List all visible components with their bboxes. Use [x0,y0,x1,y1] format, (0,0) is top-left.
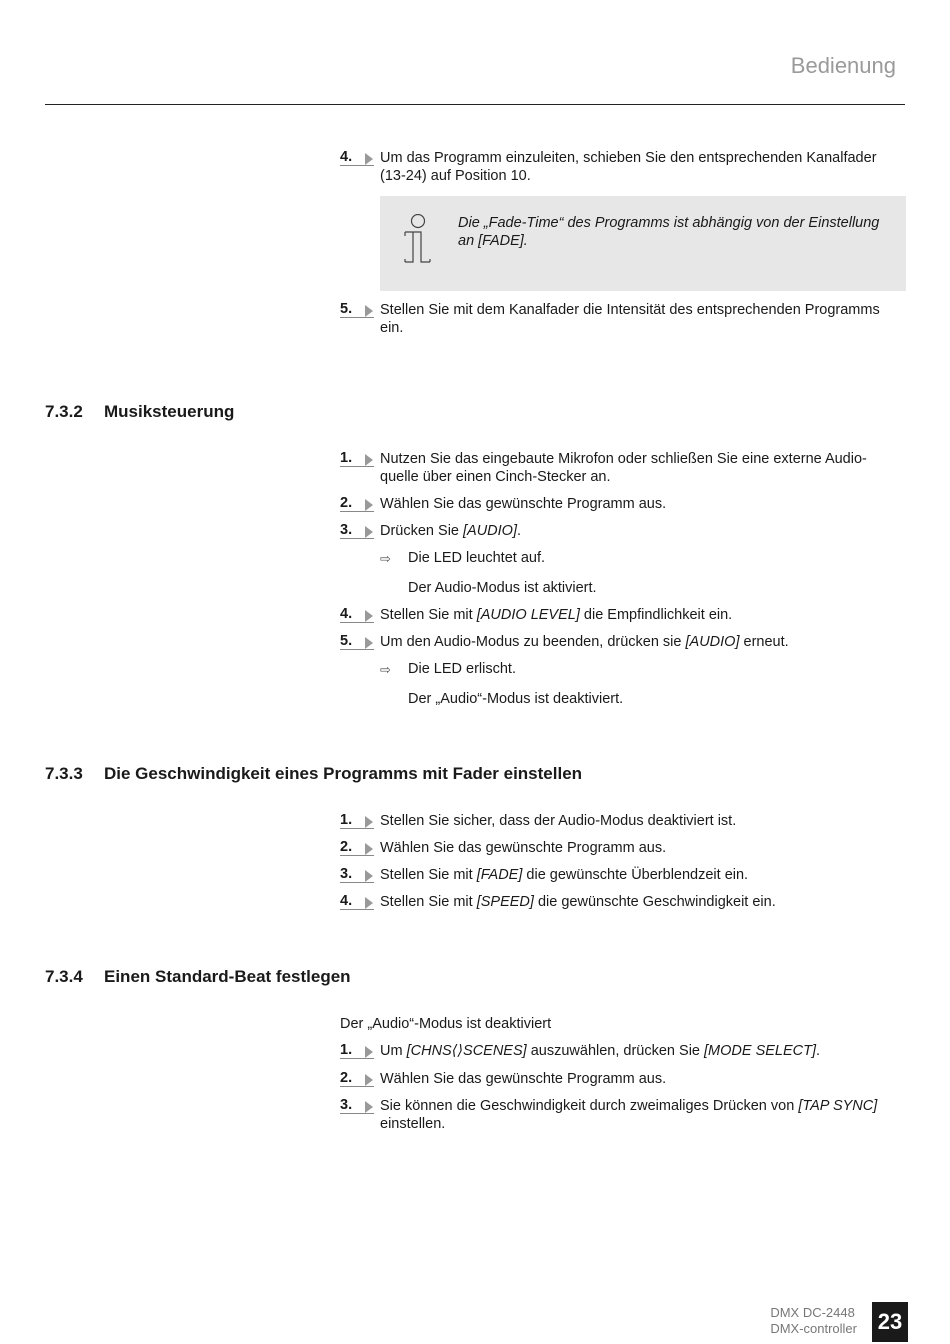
step-5 [340,301,900,337]
step-2 [340,839,900,857]
section-heading-7-3-2 [45,401,234,423]
section-number: 7.3.4 [45,967,83,986]
step-arrow-icon [365,897,373,909]
step-number: 3. [340,1097,374,1114]
step-text: Um das Programm einzuleiten, schieben Sie den entsprechenden Kanalfader (13-24) auf Position 10. [380,150,877,184]
result-arrow-icon: ⇨ [380,662,391,677]
step-4 [340,149,900,185]
step-arrow-icon [365,870,373,882]
precondition-text: Der „Audio“-Modus ist deaktiviert [340,1016,552,1032]
step-5 [340,633,900,651]
step-arrow-icon [365,305,373,317]
step-arrow-icon [365,816,373,828]
step-arrow-icon [365,1074,373,1086]
info-box [380,196,906,291]
step-1 [340,450,900,486]
page-number: 23 [872,1302,908,1342]
step-arrow-icon [365,1046,373,1058]
page-section-title: Bedienung [790,53,896,78]
step-number: 2. [340,495,374,512]
section-title: Musiksteuerung [104,402,235,421]
step-number: 1. [340,1042,374,1059]
step-text: Sie können die Geschwindigkeit durch zweimaliges Drücken von [TAP SYNC] einstellen. [380,1098,878,1132]
section-heading-7-3-3 [45,763,582,785]
step-4 [340,893,900,911]
step-1 [340,1042,900,1060]
info-icon [402,214,434,266]
step-result-note [380,579,900,597]
footer-device-type: DMX-controller [770,1321,857,1336]
footer-model-name: DMX DC-2448 [770,1305,855,1320]
info-text: Die „Fade-Time“ des Programms ist abhängig von der Einstellung an [FADE]. [458,215,880,249]
section-title: Die Geschwindigkeit eines Programms mit Fader einstellen [104,764,583,783]
result-text: Der „Audio“-Modus ist deaktiviert. [408,691,624,707]
step-text: Um den Audio-Modus zu beenden, drücken sie [AUDIO] erneut. [380,634,789,650]
step-arrow-icon [365,637,373,649]
step-text: Um [CHNS⟨⟩SCENES] auszuwählen, drücken Sie [MODE SELECT]. [380,1043,821,1059]
step-number: 5. [340,633,374,650]
step-result-note [380,690,900,708]
step-text: Nutzen Sie das eingebaute Mikrofon oder schließen Sie eine externe Audio-quelle über einen Cinch-Stecker an. [380,451,867,485]
step-number: 5. [340,301,374,318]
step-number: 3. [340,866,374,883]
step-1 [340,812,900,830]
step-arrow-icon [365,499,373,511]
step-result [380,549,900,567]
step-text: Wählen Sie das gewünschte Programm aus. [380,840,667,856]
step-2 [340,495,900,513]
step-number: 2. [340,1070,374,1087]
step-arrow-icon [365,526,373,538]
step-number: 1. [340,450,374,467]
step-4 [340,606,900,624]
header-divider [45,104,905,105]
step-number: 4. [340,606,374,623]
section-title: Einen Standard-Beat festlegen [104,967,351,986]
step-text: Drücken Sie [AUDIO]. [380,523,522,539]
section-number: 7.3.2 [45,402,83,421]
step-text: Wählen Sie das gewünschte Programm aus. [380,496,667,512]
section-heading-7-3-4 [45,966,351,988]
result-text: Die LED leuchtet auf. [408,550,546,566]
section-number: 7.3.3 [45,764,83,783]
step-number: 1. [340,812,374,829]
step-text: Stellen Sie sicher, dass der Audio-Modus deaktiviert ist. [380,813,737,829]
step-3 [340,1097,900,1133]
step-arrow-icon [365,843,373,855]
result-text: Der Audio-Modus ist aktiviert. [408,580,597,596]
step-arrow-icon [365,610,373,622]
step-number: 2. [340,839,374,856]
step-3 [340,866,900,884]
step-number: 3. [340,522,374,539]
step-number: 4. [340,893,374,910]
result-text: Die LED erlischt. [408,661,516,677]
step-text: Stellen Sie mit [SPEED] die gewünschte Geschwindigkeit ein. [380,894,776,910]
footer-product [770,1305,857,1337]
step-3 [340,522,900,540]
step-result [380,660,900,678]
step-text: Wählen Sie das gewünschte Programm aus. [380,1071,667,1087]
step-arrow-icon [365,1101,373,1113]
step-text: Stellen Sie mit [FADE] die gewünschte Überblendzeit ein. [380,867,749,883]
step-arrow-icon [365,454,373,466]
step-number: 4. [340,149,374,166]
step-text: Stellen Sie mit [AUDIO LEVEL] die Empfindlichkeit ein. [380,607,733,623]
step-2 [340,1070,900,1088]
result-arrow-icon: ⇨ [380,551,391,566]
step-text: Stellen Sie mit dem Kanalfader die Intensität des entsprechenden Programms ein. [380,302,880,336]
step-arrow-icon [365,153,373,165]
